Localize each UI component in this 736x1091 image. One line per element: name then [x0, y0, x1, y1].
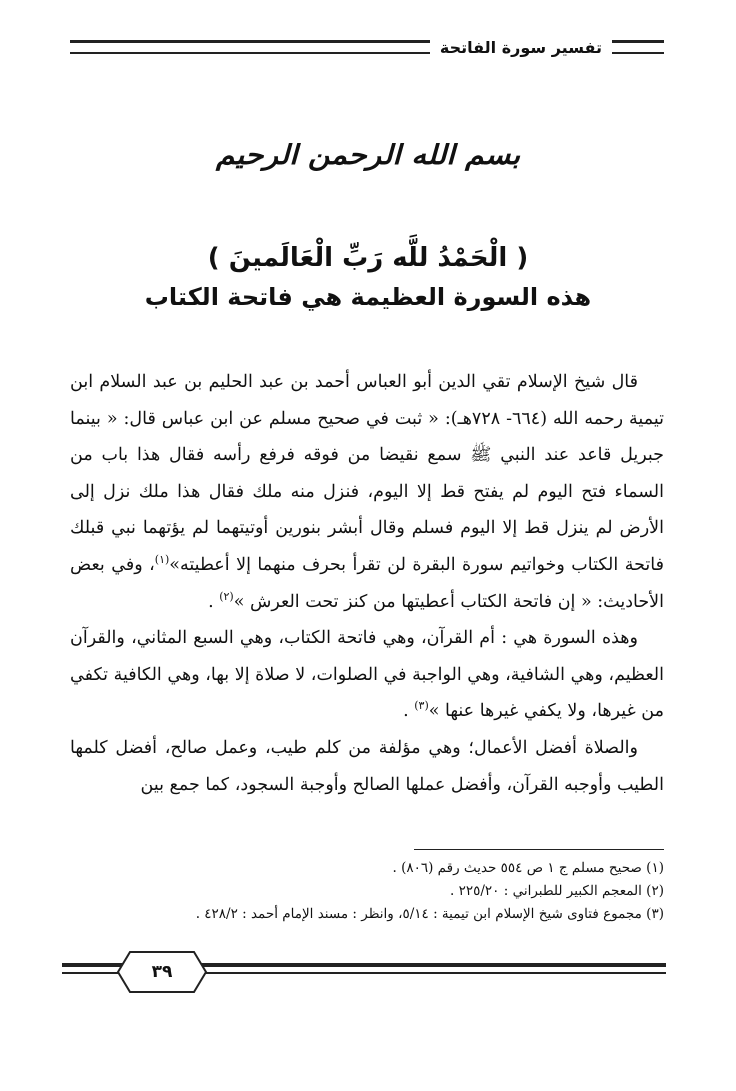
footnote-separator [414, 849, 664, 850]
paragraph-2-text: وهذه السورة هي : أم القرآن، وهي فاتحة الكتاب، وهي السبع المثاني، والقرآن العظيم، وهي الشافية، وهي الواجبة في الصلوات، لا صلاة إلا بها، وهي الكافية تكفي من غيرها، ولا يكفي غيرها عنها » [70, 628, 664, 722]
footnotes [70, 857, 664, 926]
footnote-2: (٢) المعجم الكبير للطبراني : ٢٢٥/٢٠ . [450, 883, 664, 899]
paragraph-3-text: والصلاة أفضل الأعمال؛ وهي مؤلفة من كلم طيب، وعمل صالح، أفضل كلمها الطيب وأوجبه القرآن، وأفضل عملها الصالح وأوجبة السجود، كما جمع بين [70, 737, 664, 795]
paragraph-2-end: . [403, 701, 415, 722]
page-number-frame [116, 950, 208, 994]
paragraph-1 [70, 364, 664, 620]
section-title: هذه السورة العظيمة هي فاتحة الكتاب [144, 283, 592, 311]
page-number: ٣٩ [151, 962, 173, 982]
paragraph-2 [70, 620, 664, 730]
running-title: تفسير سورة الفاتحة [439, 37, 602, 57]
running-header [70, 30, 664, 64]
paragraph-1-tail: ، وفي بعض الأحاديث: « إن فاتحة الكتاب أعطيتها من كنز تحت العرش » [70, 554, 664, 612]
verse-heading: ( الْحَمْدُ للَّه رَبِّ الْعَالَمينَ ) [207, 243, 529, 273]
paragraph-1-text: قال شيخ الإسلام تقي الدين أبو العباس أحمد بن عبد الحليم بن عبد السلام ابن تيمية رحمه الله (٦٦٤- ٧٢٨هـ): « ثبت في صحيح مسلم عن ابن عباس قال: « بينما جبريل قاعد عند النبي ﷺ سمع نقيضا من فوقه فرفع رأسه فقال هذا باب من السماء فتح اليوم لم يفتح قط إلا اليوم، فنزل منه ملك فقال هذا ملك نزل إلى الأرض لم ينزل قط إلا اليوم فسلم وقال أبشر بنورين أوتيتهما لم يؤتهما نبي قبلك فاتحة الكتاب وخواتيم سورة البقرة لن تقرأ بحرف منهما إلا أعطيته» [70, 372, 664, 575]
paragraph-3 [70, 730, 664, 803]
footnote-3: (٣) مجموع فتاوى شيخ الإسلام ابن تيمية : ٥/١٤، وانظر : مسند الإمام أحمد : ٤٢٨/٢ . [195, 906, 664, 922]
paragraph-1-end: . [208, 591, 220, 612]
footnote-ref-2: (٢) [219, 589, 234, 603]
header-rule-right [612, 40, 664, 54]
footnote-ref-3: (٣) [414, 699, 429, 713]
body-text [70, 364, 664, 803]
footnote-ref-1: (١) [154, 553, 170, 567]
basmala-calligraphy: بسم الله الرحمن الرحيم [215, 139, 521, 172]
footnote-1: (١) صحيح مسلم ج ١ ص ٥٥٤ حديث رقم (٨٠٦) . [392, 860, 664, 876]
header-rule-left [70, 40, 430, 54]
